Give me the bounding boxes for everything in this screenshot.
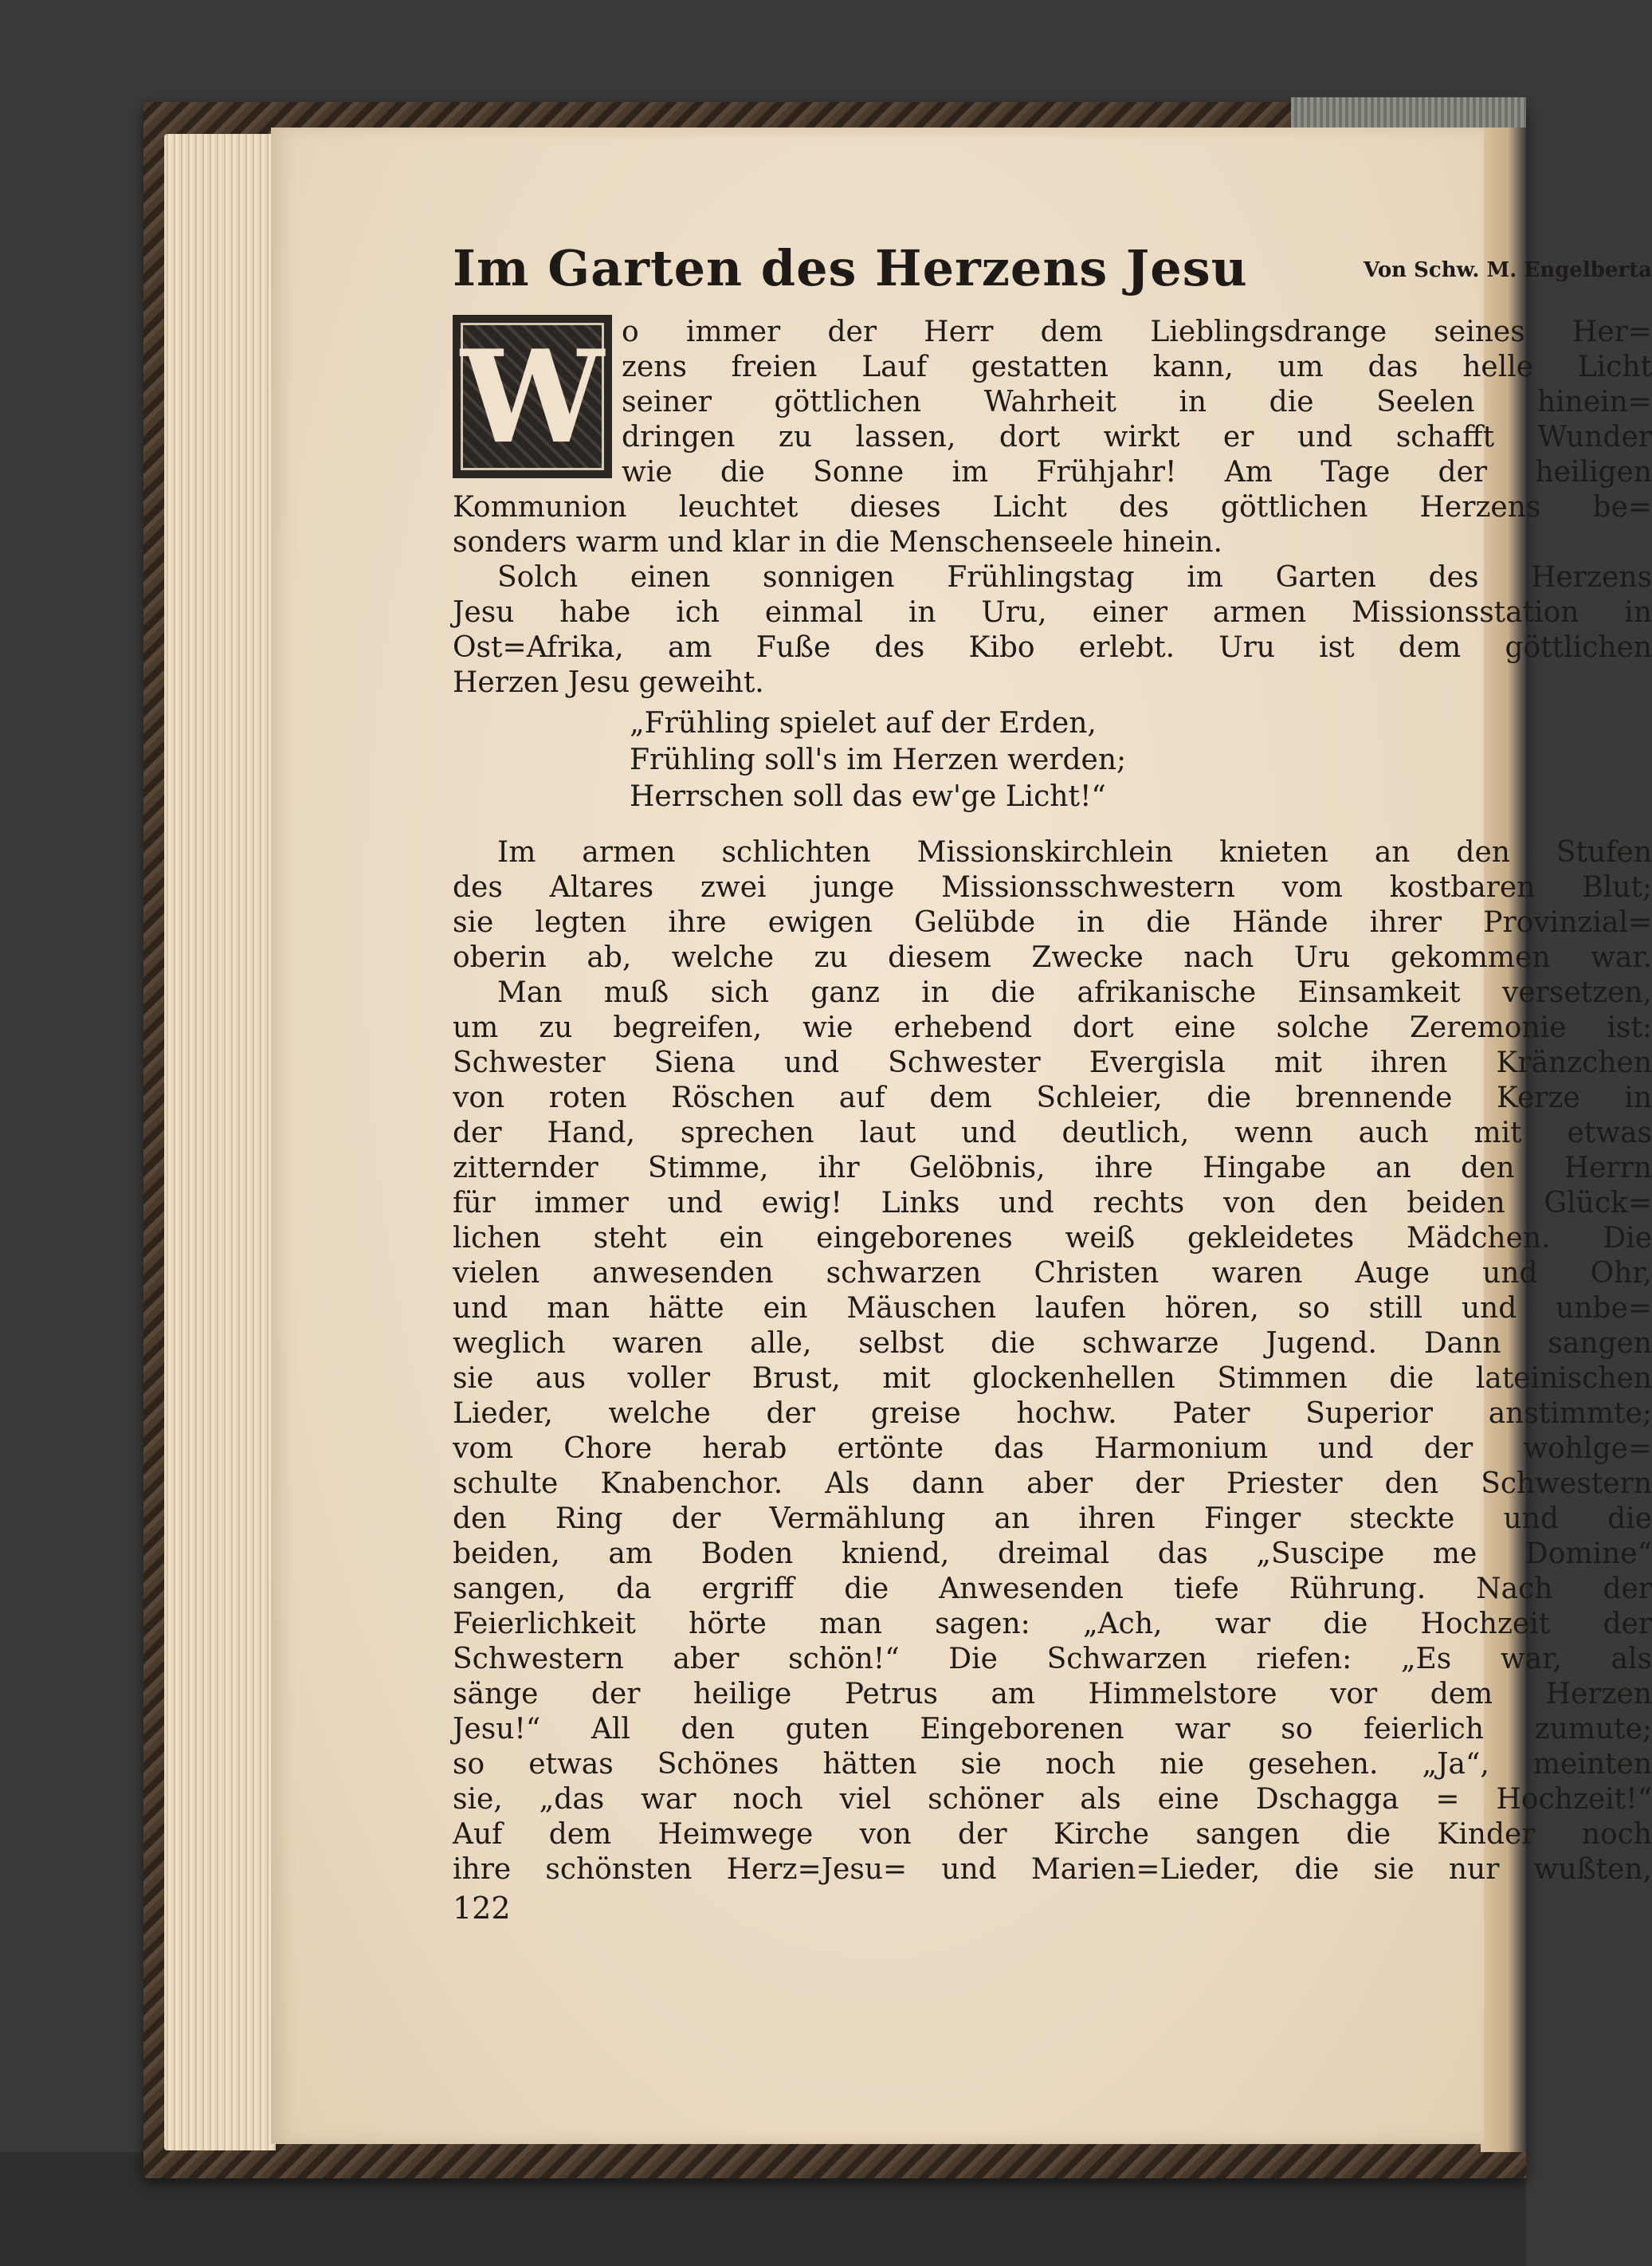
text-line: um zu begreifen, wie erhebend dort eine solche Zeremonie ist: [453,1011,1652,1044]
text-line: den Ring der Vermählung an ihren Finger steckte und die [453,1502,1652,1535]
text-line: sie aus voller Brust, mit glockenhellen Stimmen die lateinischen [453,1362,1652,1395]
text-line: Man muß sich ganz in die afrikanische Einsamkeit versetzen, [497,976,1652,1009]
text-line: Solch einen sonnigen Frühlingstag im Garten des Herzens [497,561,1652,594]
page-edges [164,134,276,2150]
initial-letter: W [461,321,604,472]
text-line: vielen anwesenden schwarzen Christen waren Auge und Ohr, [453,1257,1652,1290]
text-line: lichen steht ein eingeborenes weiß gekleidetes Mädchen. Die [453,1222,1652,1255]
text-line: sangen, da ergriff die Anwesenden tiefe Rührung. Nach der [453,1573,1652,1605]
decorated-initial [453,315,612,478]
spine-cloth [1291,97,1526,129]
text-line: von roten Röschen auf dem Schleier, die brennende Kerze in [453,1082,1652,1114]
text-line: sänge der heilige Petrus am Himmelstore vor dem Herzen [453,1678,1652,1710]
text-line: Auf dem Heimwege von der Kirche sangen die Kinder noch [453,1818,1652,1851]
text-line: Im armen schlichten Missionskirchlein knieten an den Stufen [497,836,1652,869]
text-line: der Hand, sprechen laut und deutlich, wenn auch mit etwas [453,1117,1652,1149]
text-line: schulte Knabenchor. Als dann aber der Priester den Schwestern [453,1467,1652,1500]
text-line: Feierlichkeit hörte man sagen: „Ach, war die Hochzeit der [453,1608,1652,1640]
poem-line: Herrschen soll das ew'ge Licht!“ [630,780,1106,813]
text-line: seiner göttlichen Wahrheit in die Seelen hinein= [622,386,1652,418]
text-line: oberin ab, welche zu diesem Zwecke nach Uru gekommen war. [453,941,1652,974]
text-line: o immer der Herr dem Lieblingsdrange seines Her= [622,316,1652,348]
text-line: Kommunion leuchtet dieses Licht des göttlichen Herzens be= [453,491,1652,524]
text-line: sie legten ihre ewigen Gelübde in die Hände ihrer Provinzial= [453,906,1652,939]
page-number: 122 [453,1891,511,1926]
poem-line: „Frühling spielet auf der Erden, [630,707,1097,740]
text-line: Schwester Siena und Schwester Evergisla mit ihren Kränzchen [453,1047,1652,1079]
text-line: zitternder Stimme, ihr Gelöbnis, ihre Hingabe an den Herrn [453,1152,1652,1184]
text-line: Jesu habe ich einmal in Uru, einer armen Missionsstation in [453,596,1652,629]
text-line: Schwestern aber schön!“ Die Schwarzen riefen: „Es war, als [453,1643,1652,1675]
text-line: und man hätte ein Mäuschen laufen hören, so still und unbe= [453,1292,1652,1325]
book-page [271,128,1652,2144]
article-title: Im Garten des Herzens Jesu [453,239,1248,297]
text-line: für immer und ewig! Links und rechts von den beiden Glück= [453,1187,1652,1219]
text-line: Jesu!“ All den guten Eingeborenen war so feierlich zumute; [453,1713,1652,1746]
text-line: sonders warm und klar in die Menschenseele hinein. [453,526,1222,559]
text-line: beiden, am Boden kniend, dreimal das „Suscipe me Domine“ [453,1538,1652,1570]
text-line: so etwas Schönes hätten sie noch nie gesehen. „Ja“, meinten [453,1748,1652,1781]
text-line: weglich waren alle, selbst die schwarze Jugend. Dann sangen [453,1327,1652,1360]
text-line: wie die Sonne im Frühjahr! Am Tage der heiligen [622,456,1652,489]
text-line: vom Chore herab ertönte das Harmonium und der wohlge= [453,1432,1652,1465]
text-line: zens freien Lauf gestatten kann, um das helle Licht [622,351,1652,383]
article-byline: Von Schw. M. Engelberta [1364,258,1652,282]
page-content [453,239,1652,2152]
text-line: des Altares zwei junge Missionsschwestern vom kostbaren Blut; [453,871,1652,904]
text-line: sie, „das war noch viel schöner als eine Dschagga = Hochzeit!“ [453,1783,1652,1816]
text-line: Herzen Jesu geweiht. [453,666,764,699]
text-line: Ost=Afrika, am Fuße des Kibo erlebt. Uru ist dem göttlichen [453,631,1652,664]
text-line: Lieder, welche der greise hochw. Pater Superior anstimmte; [453,1397,1652,1430]
heading [453,239,1652,303]
text-line: dringen zu lassen, dort wirkt er und schafft Wunder [622,421,1652,454]
poem-line: Frühling soll's im Herzen werden; [630,744,1127,776]
text-line: ihre schönsten Herz=Jesu= und Marien=Lieder, die sie nur wußten, [453,1853,1652,1886]
